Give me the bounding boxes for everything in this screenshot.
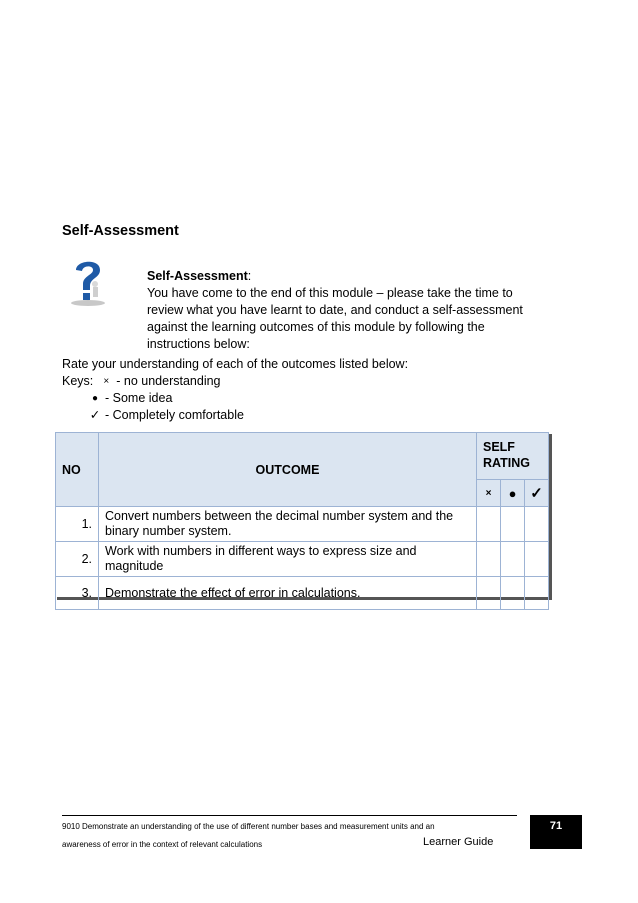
key-text: - Completely comfortable	[105, 408, 244, 422]
intro-line: instructions below:	[147, 337, 250, 351]
rating-cell-check[interactable]	[525, 577, 549, 610]
header-no: NO	[56, 433, 99, 507]
key-row	[62, 373, 408, 390]
intro-lead: Self-Assessment	[147, 269, 248, 283]
rating-cell-check[interactable]	[525, 507, 549, 542]
cross-icon: ×	[103, 376, 110, 387]
intro-line: You have come to the end of this module – please take the time to	[147, 286, 513, 300]
row-number: 1.	[56, 507, 99, 542]
cross-icon: ×	[477, 480, 501, 507]
rating-cell-cross[interactable]	[477, 542, 501, 577]
rating-keys	[62, 356, 408, 424]
keys-label: Keys:	[62, 374, 94, 388]
intro-line: against the learning outcomes of this module by following the	[147, 320, 485, 334]
dot-icon: ●	[501, 480, 525, 507]
row-outcome: Demonstrate the effect of error in calculations.	[99, 577, 477, 610]
header-self-rating: SELF RATING	[477, 433, 549, 480]
footer-divider	[62, 815, 517, 816]
row-outcome: Work with numbers in different ways to express size and magnitude	[99, 542, 477, 577]
row-number: 3.	[56, 577, 99, 610]
intro-lead-suffix: :	[247, 269, 252, 283]
table-row	[56, 542, 549, 577]
key-text: - no understanding	[116, 374, 221, 388]
rating-cell-check[interactable]	[525, 542, 549, 577]
table-row	[56, 507, 549, 542]
rating-cell-dot[interactable]	[501, 542, 525, 577]
page-number: 71	[530, 815, 582, 849]
rate-instruction: Rate your understanding of each of the outcomes listed below:	[62, 357, 409, 371]
dot-icon: ●	[91, 393, 99, 404]
question-mark-person-icon	[68, 256, 108, 306]
checkmark-icon: ✓	[89, 408, 101, 422]
footer-module-title-cont: awareness of error in the context of relevant calculations	[62, 840, 263, 849]
key-row	[62, 407, 408, 424]
intro-line: review what you have learnt to date, and conduct a self-assessment	[147, 303, 523, 317]
rating-cell-dot[interactable]	[501, 577, 525, 610]
footer-module-title: 9010 Demonstrate an understanding of the use of different number bases and measurement units and an	[62, 822, 435, 831]
key-text: - Some idea	[105, 391, 173, 405]
table-shadow-right	[549, 434, 552, 600]
row-number: 2.	[56, 542, 99, 577]
intro-text	[147, 268, 547, 353]
rating-cell-dot[interactable]	[501, 507, 525, 542]
row-outcome: Convert numbers between the decimal number system and the binary number system.	[99, 507, 477, 542]
checkmark-icon: ✓	[525, 480, 549, 507]
key-row	[62, 390, 408, 407]
rating-cell-cross[interactable]	[477, 577, 501, 610]
outcomes-table	[55, 432, 549, 610]
section-title: Self-Assessment	[62, 223, 179, 239]
table-row	[56, 577, 549, 610]
header-outcome: OUTCOME	[99, 433, 477, 507]
footer-guide-label: Learner Guide	[423, 836, 494, 848]
rating-cell-cross[interactable]	[477, 507, 501, 542]
